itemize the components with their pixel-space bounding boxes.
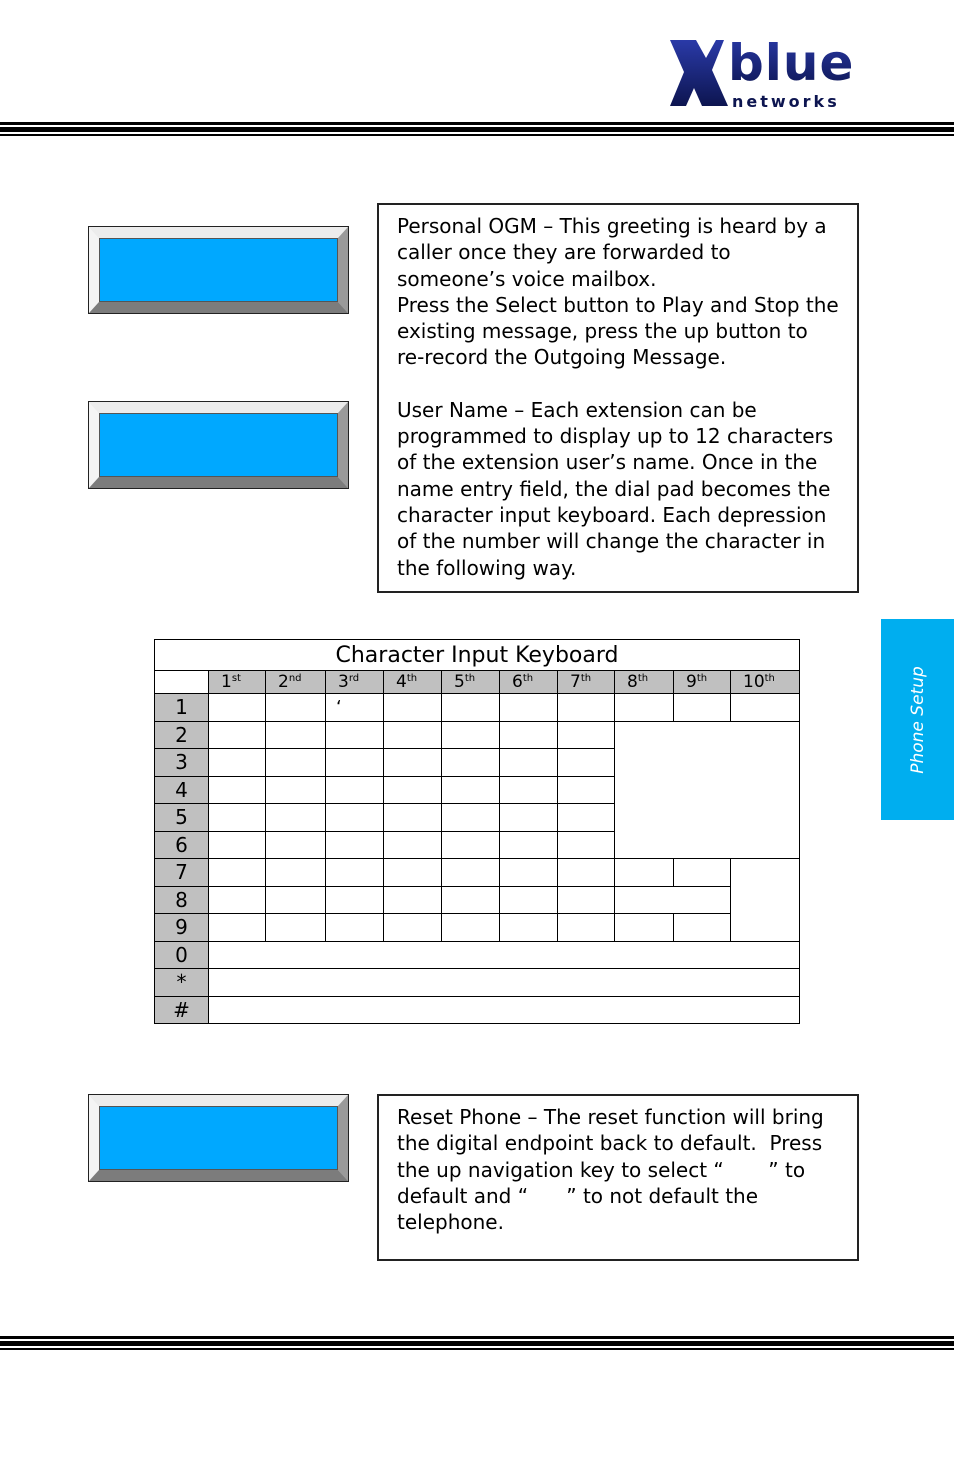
- merged-empty-cell: [615, 886, 731, 914]
- column-header: 3rd: [326, 671, 384, 694]
- ogm-paragraph: Personal OGM – This greeting is heard by a caller once they are forwarded to someone’s voice mailbox.: [397, 214, 827, 291]
- column-header: 6th: [500, 671, 558, 694]
- table-row: [155, 914, 800, 942]
- header-rule: [0, 122, 954, 136]
- column-header: 7th: [558, 671, 615, 694]
- side-tab-label: Phone Setup: [907, 665, 928, 774]
- key-cell: #: [155, 996, 209, 1024]
- table-header-row: [155, 671, 800, 694]
- lcd-screen: [99, 238, 338, 302]
- lcd-display-reset: [88, 1094, 349, 1182]
- column-header: 5th: [442, 671, 500, 694]
- lcd-display-ogm: [88, 226, 349, 314]
- side-tab: [881, 619, 954, 820]
- key-cell: 0: [155, 941, 209, 969]
- key-cell: 1: [155, 694, 209, 722]
- key-cell: 5: [155, 804, 209, 832]
- key-cell: *: [155, 969, 209, 997]
- table-row: [155, 969, 800, 997]
- user-name-paragraph: User Name – Each extension can be programmed to display up to 12 characters of the extension user’s name. Once in the name entry field, the dial pad becomes the character input keyboard. Each depression of the number will change the character in the following way.: [397, 397, 834, 580]
- column-header: 4th: [384, 671, 442, 694]
- key-cell: 8: [155, 886, 209, 914]
- column-header: 8th: [615, 671, 674, 694]
- svg-text:networks: networks: [732, 92, 840, 111]
- column-header: 9th: [674, 671, 731, 694]
- key-cell: 4: [155, 776, 209, 804]
- character-input-keyboard-table: [154, 639, 800, 1024]
- column-header: 2nd: [266, 671, 326, 694]
- column-header: 10th: [731, 671, 800, 694]
- table-row: [155, 721, 800, 749]
- header-corner: [155, 671, 209, 694]
- key-cell: 2: [155, 721, 209, 749]
- table-row: [155, 996, 800, 1024]
- select-button-paragraph: Press the Select button to Play and Stop the existing message, press the up button to re-record the Outgoing Message.: [397, 292, 839, 370]
- column-header: 1st: [209, 671, 266, 694]
- merged-empty-cell: [731, 859, 800, 942]
- ogm-description-box: [377, 203, 859, 593]
- xblue-networks-logo: [666, 36, 876, 112]
- lcd-screen: [99, 1106, 338, 1170]
- table-row: [155, 859, 800, 887]
- key-cell: 9: [155, 914, 209, 942]
- key-cell: 3: [155, 749, 209, 777]
- lcd-screen: [99, 413, 338, 477]
- table-row: [155, 941, 800, 969]
- reset-description-box: [377, 1094, 859, 1261]
- char-cell: ‘: [326, 694, 384, 722]
- table-row: [155, 886, 800, 914]
- reset-paragraph: Reset Phone – The reset function will bring the digital endpoint back to default. Press the up navigation key to select “ ” to default and “ ” to not default the telephone.: [397, 1105, 831, 1235]
- key-cell: 6: [155, 831, 209, 859]
- lcd-display-user-name: [88, 401, 349, 489]
- merged-empty-cell: [615, 721, 800, 859]
- svg-text:blue: blue: [728, 36, 855, 92]
- table-row: [155, 694, 800, 722]
- footer-rule: [0, 1336, 954, 1350]
- key-cell: 7: [155, 859, 209, 887]
- table-title: Character Input Keyboard: [155, 640, 800, 671]
